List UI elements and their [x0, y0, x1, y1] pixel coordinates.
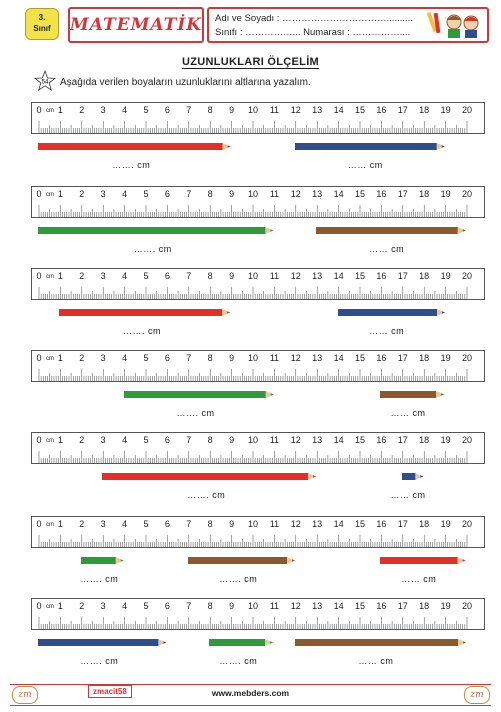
ruler-number: 10: [247, 353, 259, 363]
ruler-number: 5: [143, 435, 149, 445]
footer-logo-left: zm: [12, 686, 38, 704]
grade-badge: [25, 8, 59, 40]
ruler-number: 10: [247, 105, 259, 115]
answer-blank[interactable]: …… cm: [390, 408, 426, 418]
answer-blank[interactable]: …… cm: [369, 326, 405, 336]
ruler-number: 8: [207, 353, 213, 363]
ruler-number: 4: [122, 519, 128, 529]
answer-blank[interactable]: ……. cm: [123, 326, 161, 336]
ruler-number: 20: [461, 105, 473, 115]
star-icon: [34, 70, 56, 92]
ruler-number: 9: [229, 189, 235, 199]
ruler-number: 3: [100, 271, 106, 281]
svg-text:54: 54: [41, 79, 49, 86]
pencil-red: [380, 556, 468, 564]
pencil-red: [59, 308, 232, 316]
ruler-number: 19: [440, 271, 451, 281]
ruler-number: 3: [100, 519, 106, 529]
pencil-green: [124, 390, 276, 398]
ruler-number: 7: [186, 189, 192, 199]
answer-blank[interactable]: ……. cm: [219, 574, 258, 584]
footer-code: zmacit58: [88, 685, 132, 698]
ruler-number: 15: [354, 271, 366, 281]
ruler-number: 16: [376, 105, 387, 115]
ruler-number: 17: [397, 271, 408, 281]
ruler-number: 12: [290, 271, 301, 281]
ruler-number: 5: [143, 519, 149, 529]
ruler-number: 11: [269, 519, 280, 529]
ruler-number: 15: [354, 601, 366, 611]
pencil-brown: [316, 226, 468, 234]
ruler-number: 2: [79, 601, 85, 611]
ruler-number: 4: [122, 189, 128, 199]
ruler-number: 4: [122, 435, 128, 445]
ruler-number: 6: [164, 271, 170, 281]
ruler-number: 17: [397, 601, 408, 611]
ruler: [31, 350, 485, 382]
answer-blank[interactable]: ……. cm: [80, 574, 119, 584]
ruler-number: 11: [269, 435, 280, 445]
ruler-number: 20: [461, 519, 473, 529]
ruler-number: 4: [122, 271, 128, 281]
ruler-number: 7: [186, 105, 192, 115]
star-badge: [34, 70, 56, 92]
pencil-brown: [295, 638, 468, 646]
ruler-number: 13: [312, 601, 323, 611]
ruler-number: 11: [269, 189, 280, 199]
ruler-number: 10: [247, 271, 259, 281]
ruler-number: 13: [312, 271, 323, 281]
footer-website[interactable]: www.mebders.com: [211, 688, 290, 698]
ruler-unit: cm: [46, 356, 54, 362]
ruler-number: 1: [57, 189, 63, 199]
ruler-number: 8: [207, 435, 213, 445]
ruler-number: 2: [79, 105, 85, 115]
ruler: [31, 186, 485, 218]
ruler-number: 9: [229, 105, 235, 115]
ruler-number: 20: [461, 353, 473, 363]
ruler-number: 14: [333, 105, 344, 115]
subject-title: MATEMATİK: [69, 15, 203, 35]
ruler-number: 12: [290, 601, 301, 611]
ruler-number: 19: [440, 105, 451, 115]
ruler-number: 19: [440, 353, 451, 363]
ruler-number: 19: [440, 519, 451, 529]
pencil-blue: [402, 472, 425, 480]
ruler-unit: cm: [46, 192, 54, 198]
ruler-number: 16: [376, 189, 387, 199]
ruler-unit: cm: [46, 438, 54, 444]
ruler-number: 10: [247, 601, 259, 611]
ruler-number: 16: [376, 353, 387, 363]
ruler-unit: cm: [46, 522, 54, 528]
ruler-number: 14: [333, 353, 344, 363]
ruler-number: 13: [312, 105, 323, 115]
ruler-number: 7: [186, 353, 192, 363]
ruler-number: 5: [143, 105, 149, 115]
ruler-number: 15: [354, 189, 366, 199]
ruler-number: 9: [229, 353, 235, 363]
ruler-number: 7: [186, 601, 192, 611]
answer-blank[interactable]: …… cm: [390, 490, 426, 500]
ruler-number: 8: [207, 189, 213, 199]
ruler-number: 2: [79, 189, 85, 199]
ruler-number: 12: [290, 435, 301, 445]
name-field-label: Adı ve Soyadı : ……………………………..........: [215, 13, 413, 24]
ruler-number: 7: [186, 435, 192, 445]
answer-blank[interactable]: …… cm: [347, 160, 383, 170]
ruler-number: 6: [164, 353, 170, 363]
ruler-number: 15: [354, 519, 366, 529]
class-number-field-label: Sınıfı : ……………... Numarası : ……………....: [215, 27, 411, 38]
ruler-unit: cm: [46, 108, 54, 114]
ruler-number: 17: [397, 105, 408, 115]
ruler-number: 5: [143, 271, 149, 281]
ruler-number: 6: [164, 601, 170, 611]
answer-blank[interactable]: ……. cm: [133, 244, 172, 254]
ruler-number: 3: [100, 189, 106, 199]
ruler-number: 17: [397, 519, 408, 529]
ruler-number: 8: [207, 271, 213, 281]
ruler-number: 19: [440, 435, 451, 445]
ruler-number: 12: [290, 353, 301, 363]
ruler-number: 3: [100, 601, 106, 611]
ruler: [31, 102, 485, 134]
ruler-number: 9: [229, 271, 235, 281]
ruler-number: 13: [312, 435, 323, 445]
ruler-number: 10: [247, 435, 259, 445]
ruler-number: 1: [57, 271, 63, 281]
answer-blank[interactable]: …… cm: [369, 244, 405, 254]
ruler-number: 12: [290, 105, 301, 115]
pencil-red: [38, 142, 233, 150]
ruler: [31, 598, 485, 630]
ruler-number: 14: [333, 189, 344, 199]
answer-blank[interactable]: ……. cm: [112, 160, 151, 170]
ruler-number: 11: [269, 271, 280, 281]
ruler-unit: cm: [46, 604, 54, 610]
pencil-blue: [38, 638, 168, 646]
ruler-number: 9: [229, 435, 235, 445]
pencil-brown: [188, 556, 297, 564]
ruler-number: 20: [461, 271, 473, 281]
answer-blank[interactable]: ……. cm: [219, 656, 258, 666]
ruler-number: 6: [164, 435, 170, 445]
ruler-number: 17: [397, 189, 408, 199]
pencil-brown: [380, 390, 446, 398]
ruler-number: 14: [333, 271, 344, 281]
pencil-green: [38, 226, 275, 234]
ruler-number: 18: [419, 601, 430, 611]
subject-box: [68, 7, 204, 43]
ruler-number: 1: [57, 519, 63, 529]
ruler-number: 2: [79, 353, 85, 363]
ruler-number: 5: [143, 353, 149, 363]
ruler-number: 8: [207, 601, 213, 611]
ruler-number: 14: [333, 519, 344, 529]
ruler-number: 13: [312, 189, 323, 199]
ruler-number: 8: [207, 519, 213, 529]
footer-logo-right: zm: [464, 686, 490, 704]
ruler-number: 10: [247, 189, 259, 199]
ruler-number: 2: [79, 435, 85, 445]
grade-label: Sınıf: [33, 24, 51, 33]
ruler: [31, 268, 485, 300]
ruler-number: 1: [57, 601, 63, 611]
ruler-number: 0: [36, 105, 42, 115]
ruler-number: 16: [376, 271, 387, 281]
ruler-number: 7: [186, 271, 192, 281]
ruler-number: 1: [57, 105, 63, 115]
ruler-number: 18: [419, 271, 430, 281]
ruler-number: 5: [143, 601, 149, 611]
ruler-number: 16: [376, 435, 387, 445]
answer-blank[interactable]: ……. cm: [80, 656, 119, 666]
ruler-number: 20: [461, 601, 473, 611]
ruler-number: 15: [354, 435, 366, 445]
ruler-number: 9: [229, 519, 235, 529]
pencil-blue: [338, 308, 447, 316]
instruction-text: Aşağıda verilen boyaların uzunluklarını altlarına yazalım.: [60, 77, 311, 88]
pencil-red: [102, 472, 318, 480]
ruler-number: 12: [290, 189, 301, 199]
ruler-number: 13: [312, 519, 323, 529]
ruler-number: 2: [79, 519, 85, 529]
ruler-number: 9: [229, 601, 235, 611]
page-title: UZUNLUKLARI ÖLÇELİM: [181, 56, 320, 68]
answer-blank[interactable]: ……. cm: [176, 408, 215, 418]
ruler-number: 15: [354, 353, 366, 363]
children-illustration-icon: [426, 10, 484, 40]
ruler-number: 5: [143, 189, 149, 199]
ruler-number: 20: [461, 435, 473, 445]
answer-blank[interactable]: …… cm: [358, 656, 394, 666]
ruler-number: 1: [57, 435, 63, 445]
ruler-number: 10: [247, 519, 259, 529]
ruler-number: 0: [36, 519, 42, 529]
ruler: [31, 516, 485, 548]
ruler-number: 4: [122, 105, 128, 115]
ruler-number: 6: [164, 519, 170, 529]
ruler-number: 20: [461, 189, 473, 199]
ruler-number: 15: [354, 105, 366, 115]
ruler: [31, 432, 485, 464]
ruler-number: 19: [440, 601, 451, 611]
ruler-number: 19: [440, 189, 451, 199]
ruler-number: 16: [376, 601, 387, 611]
ruler-number: 18: [419, 519, 430, 529]
ruler-number: 4: [122, 353, 128, 363]
ruler-number: 11: [269, 601, 280, 611]
ruler-number: 16: [376, 519, 387, 529]
answer-blank[interactable]: …… cm: [401, 574, 437, 584]
ruler-number: 8: [207, 105, 213, 115]
ruler-number: 4: [122, 601, 128, 611]
ruler-number: 0: [36, 601, 42, 611]
ruler-number: 17: [397, 435, 408, 445]
ruler-number: 11: [269, 353, 280, 363]
pencil-blue: [295, 142, 447, 150]
ruler-number: 11: [269, 105, 280, 115]
ruler-number: 12: [290, 519, 301, 529]
ruler-unit: cm: [46, 274, 54, 280]
pencil-green: [81, 556, 126, 564]
ruler-number: 18: [419, 353, 430, 363]
ruler-number: 6: [164, 189, 170, 199]
ruler-number: 14: [333, 601, 344, 611]
answer-blank[interactable]: ……. cm: [187, 490, 226, 500]
ruler-number: 14: [333, 435, 344, 445]
grade-number: 3.: [38, 13, 46, 22]
ruler-number: 18: [419, 435, 430, 445]
ruler-number: 0: [36, 353, 42, 363]
ruler-number: 17: [397, 353, 408, 363]
ruler-number: 0: [36, 189, 42, 199]
ruler-number: 0: [36, 271, 42, 281]
pencil-green: [209, 638, 275, 646]
ruler-number: 2: [79, 271, 85, 281]
ruler-number: 3: [100, 105, 106, 115]
ruler-number: 6: [164, 105, 170, 115]
ruler-number: 18: [419, 189, 430, 199]
ruler-number: 0: [36, 435, 42, 445]
ruler-number: 18: [419, 105, 430, 115]
ruler-number: 3: [100, 353, 106, 363]
ruler-number: 3: [100, 435, 106, 445]
ruler-number: 7: [186, 519, 192, 529]
ruler-number: 13: [312, 353, 323, 363]
ruler-number: 1: [57, 353, 63, 363]
